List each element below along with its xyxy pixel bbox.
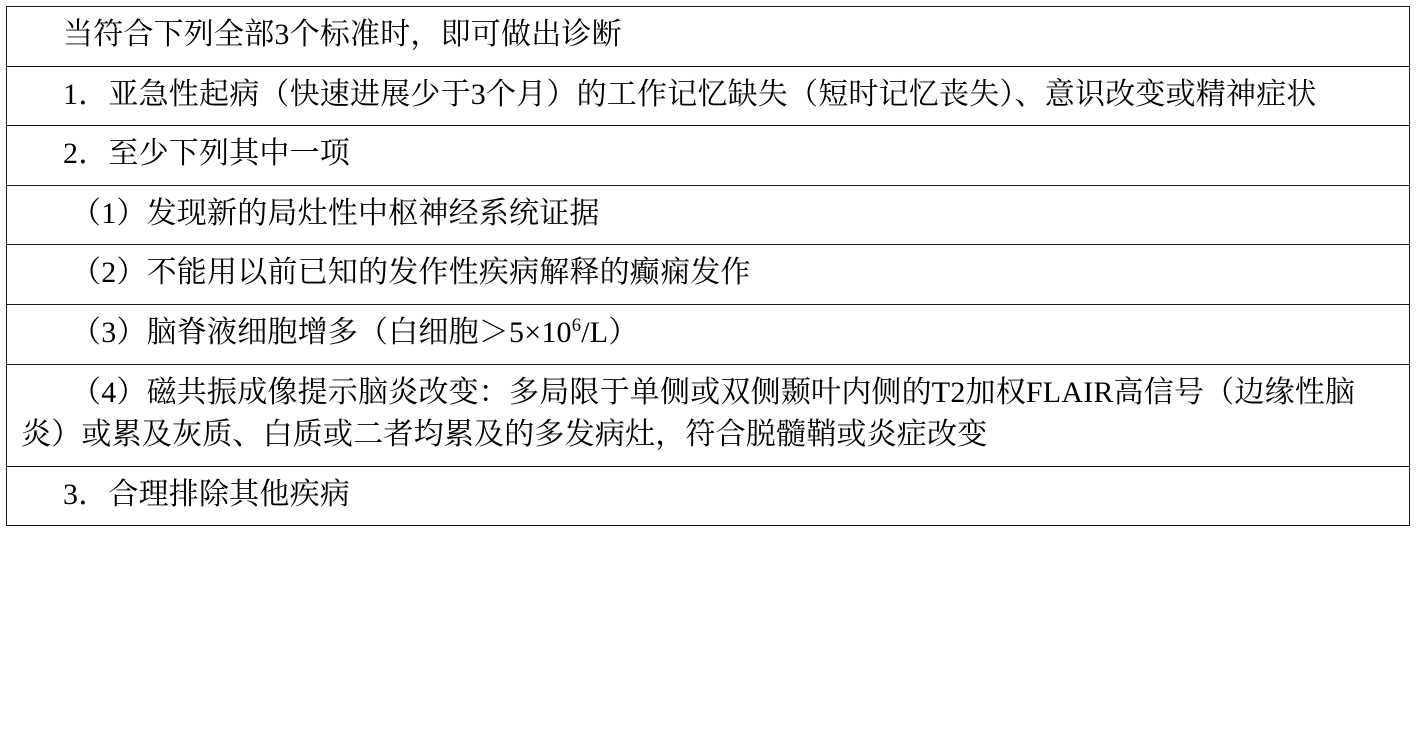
criteria-cell-1 xyxy=(7,66,1410,126)
table-row xyxy=(7,126,1410,186)
table-row xyxy=(7,304,1410,364)
criteria-table xyxy=(6,6,1410,526)
criteria-text-header: 当符合下列全部3个标准时，即可做出诊断 xyxy=(63,18,622,51)
csf-text-before: （3）脑脊液细胞增多（白细胞＞5×10 xyxy=(71,315,572,349)
criteria-cell-2 xyxy=(7,126,1410,186)
criteria-text-2-3 xyxy=(7,312,1409,355)
csf-exponent: 6 xyxy=(571,314,582,336)
table-row xyxy=(7,466,1410,526)
criteria-cell-header xyxy=(7,7,1410,67)
criteria-table-body xyxy=(7,7,1410,526)
table-row xyxy=(7,185,1410,245)
criteria-cell-2-2 xyxy=(7,245,1410,305)
criteria-text-2-2: （2）不能用以前已知的发作性疾病解释的癫痫发作 xyxy=(71,256,751,290)
criteria-text-2-1: （1）发现新的局灶性中枢神经系统证据 xyxy=(71,196,600,230)
criteria-cell-3 xyxy=(7,466,1410,526)
criteria-text-3: 3．合理排除其他疾病 xyxy=(63,477,350,511)
criteria-text-2: 2．至少下列其中一项 xyxy=(63,137,350,171)
criteria-cell-2-1 xyxy=(7,185,1410,245)
table-row xyxy=(7,66,1410,126)
criteria-text-2-4: （4）磁共振成像提示脑炎改变：多局限于单侧或双侧颞叶内侧的T2加权FLAIR高信号（边缘性脑炎）或累及灰质、白质或二者均累及的多发病灶，符合脱髓鞘或炎症改变 xyxy=(21,375,1356,452)
criteria-text-1: 1．亚急性起病（快速进展少于3个月）的工作记忆缺失（短时记忆丧失）、意识改变或精神症状 xyxy=(63,77,1317,111)
csf-text-after: /L） xyxy=(581,315,639,349)
table-row xyxy=(7,7,1410,67)
criteria-cell-2-3 xyxy=(7,304,1410,364)
table-row xyxy=(7,364,1410,466)
table-row xyxy=(7,245,1410,305)
criteria-cell-2-4 xyxy=(7,364,1410,466)
